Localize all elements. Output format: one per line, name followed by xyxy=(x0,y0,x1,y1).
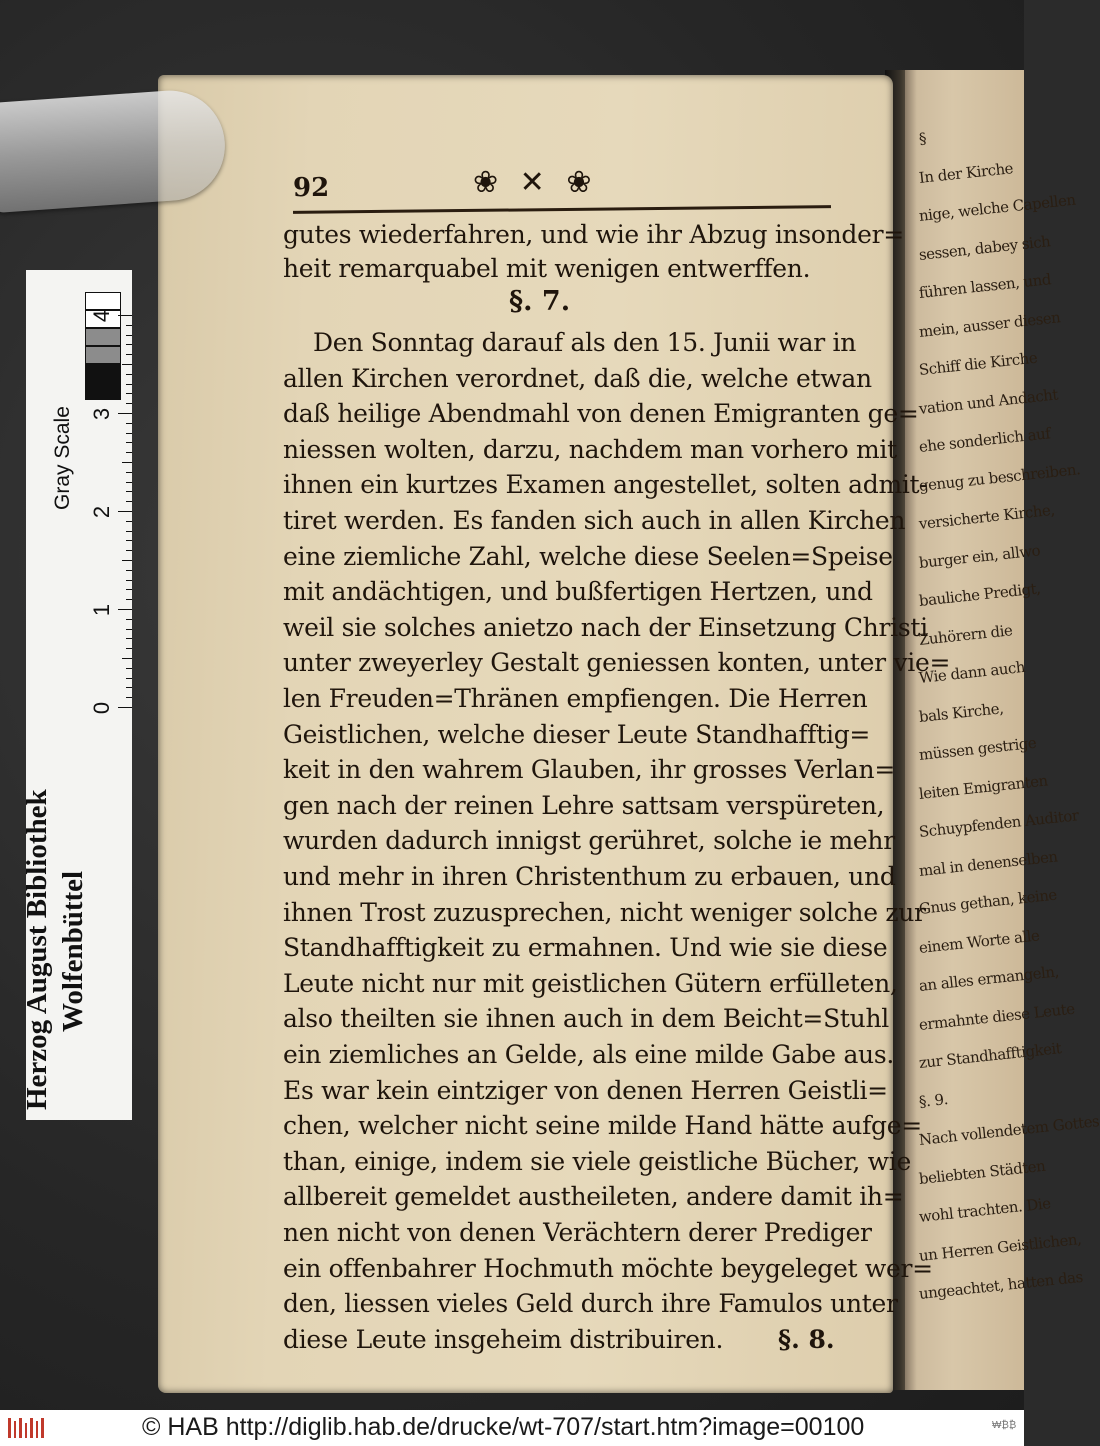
institution-city: Wolfenbüttel xyxy=(57,870,89,1032)
ruler-tick xyxy=(126,442,132,443)
body-line: ein ziemliches an Gelde, als eine milde Gabe aus. xyxy=(283,1040,895,1069)
footer-bar xyxy=(0,1410,1024,1446)
body-line: mit andächtigen, und bußfertigen Hertzen, und xyxy=(283,577,873,607)
next-page-text: Schiff die Kirche xyxy=(918,348,1038,379)
next-page-text: müssen gestrige xyxy=(918,733,1038,764)
ruler-tick xyxy=(126,423,132,424)
next-page-text: einem Worte alle xyxy=(918,925,1041,957)
next-page-text: § xyxy=(918,129,927,148)
body-line: Es war kein eintziger von denen Herren Geistli= xyxy=(283,1075,888,1105)
body-line: niessen wolten, darzu, nachdem man vorhero mit xyxy=(283,434,897,464)
ruler-tick xyxy=(122,560,132,561)
next-page-text: zur Standhafftigkeit xyxy=(918,1039,1063,1072)
next-page-text: leiten Emigranten xyxy=(918,771,1049,803)
ruler-tick xyxy=(118,707,132,708)
body-line: tiret werden. Es fanden sich auch in allen Kirchen xyxy=(283,506,906,535)
intro-line: gutes wiederfahren, und wie ihr Abzug insonder= xyxy=(283,220,904,249)
next-page-text: Schuypfenden Auditor xyxy=(918,806,1080,841)
glass-weight xyxy=(0,87,229,213)
page-number: 92 xyxy=(293,173,330,203)
copyright-link[interactable]: © HAB http://diglib.hab.de/drucke/wt-707/start.htm?image=00100 xyxy=(142,1413,865,1441)
ruler-tick xyxy=(126,335,132,336)
next-page-text: Zuhörern die xyxy=(918,620,1014,649)
ruler-tick xyxy=(126,325,132,326)
footer-mark: ₩₿₿ xyxy=(992,1420,1017,1431)
body-line: also theilten sie ihnen auch in dem Beicht=Stuhl xyxy=(283,1004,889,1034)
ruler-tick xyxy=(126,589,132,590)
ruler-tick xyxy=(126,648,132,649)
ruler-tick xyxy=(126,687,132,688)
ruler-tick xyxy=(118,609,132,610)
body-line: Leute nicht nur mit geistlichen Gütern erfülleten, xyxy=(283,968,898,998)
next-page-text: Nach vollendetem Gottes xyxy=(918,1112,1100,1149)
ruler-tick xyxy=(118,413,132,414)
ruler-tick xyxy=(126,374,132,375)
ruler-tick xyxy=(126,697,132,698)
ruler-number: 0 xyxy=(89,701,115,715)
ruler-tick xyxy=(126,491,132,492)
next-page-text: Wie dann auch xyxy=(918,657,1026,687)
body-line: weil sie solches anietzo nach der Einsetzung Christi xyxy=(283,612,928,642)
ruler-tick xyxy=(126,531,132,532)
body-line: gen nach der reinen Lehre sattsam verspüreten, xyxy=(283,790,885,820)
next-page-text: ehe sonderlich auf xyxy=(918,424,1052,456)
ruler-tick xyxy=(126,433,132,434)
gray-swatch xyxy=(85,328,121,346)
body-line: daß heilige Abendmahl von denen Emigranten ge= xyxy=(283,399,919,429)
ruler-tick xyxy=(122,658,132,659)
ruler-tick xyxy=(122,364,132,365)
ruler-tick xyxy=(126,482,132,483)
body-line: Geistlichen, welche dieser Leute Standhafftig= xyxy=(283,719,871,749)
body-line: nen nicht von denen Verächtern derer Prediger xyxy=(283,1218,872,1247)
next-page-text: an alles ermangeln, xyxy=(918,962,1060,995)
body-line: chen, welcher nicht seine milde Hand hätte aufge= xyxy=(283,1111,922,1141)
body-line: unter zweyerley Gestalt geniessen konten, unter vie= xyxy=(283,648,951,678)
next-page-text: beliebten Städten xyxy=(918,1156,1047,1188)
body-line: ein offenbahrer Hochmuth möchte beygeleget wer= xyxy=(283,1253,933,1283)
ruler-tick xyxy=(126,638,132,639)
body-line: ihnen ein kurtzes Examen angestellet, solten admit- xyxy=(283,470,928,500)
page-header xyxy=(293,165,833,205)
body-line: Standhafftigkeit zu ermahnen. Und wie sie diese xyxy=(283,933,888,963)
next-page-text: mein, ausser diesen xyxy=(918,307,1062,341)
ruler-number: 1 xyxy=(89,603,115,617)
gray-swatch xyxy=(85,292,121,310)
ruler-tick xyxy=(118,315,132,316)
ruler-tick xyxy=(126,580,132,581)
catchword: §. 8. xyxy=(778,1324,835,1354)
next-page-text: sessen, dabey sich xyxy=(918,231,1052,264)
ruler-tick xyxy=(122,462,132,463)
body-line: allen Kirchen verordnet, daß die, welche etwan xyxy=(283,363,872,393)
next-page-text: Gnus gethan, keine xyxy=(918,885,1058,918)
next-page-text: versicherte Kirche, xyxy=(918,500,1056,533)
gray-swatch xyxy=(85,364,121,382)
institution-name: Herzog August Bibliothek xyxy=(21,789,53,1110)
next-page-fragment xyxy=(905,70,1100,1390)
body-line: len Freuden=Thränen empfiengen. Die Herren xyxy=(283,684,868,713)
gray-swatch xyxy=(85,382,121,400)
next-page-text: ungeachtet, hatten das xyxy=(918,1267,1084,1303)
ruler-tick xyxy=(126,501,132,502)
next-page-text: ermahnte diese Leute xyxy=(918,999,1076,1034)
ruler-tick xyxy=(126,521,132,522)
ruler-tick xyxy=(126,619,132,620)
ornament: ❀ ✕ ❀ xyxy=(473,165,598,200)
body-line: Den Sonntag darauf als den 15. Junii war in xyxy=(313,328,857,357)
body-line: diese Leute insgeheim distribuiren. xyxy=(283,1324,724,1354)
gray-swatch xyxy=(85,346,121,364)
body-line: allbereit gemeldet austheileten, andere damit ih= xyxy=(283,1182,904,1212)
body-line: eine ziemliche Zahl, welche diese Seelen=Speise xyxy=(283,541,893,571)
hab-logo-icon xyxy=(8,1416,48,1440)
ruler-tick xyxy=(126,668,132,669)
ruler-tick xyxy=(126,344,132,345)
ruler-tick xyxy=(126,393,132,394)
next-page-text: wohl trachten. Die xyxy=(918,1194,1052,1226)
ruler-tick xyxy=(126,629,132,630)
ruler-tick xyxy=(126,354,132,355)
ruler-number: 3 xyxy=(89,407,115,421)
next-page-text: mal in denenselben xyxy=(918,847,1059,880)
next-page-text: burger ein, allwo xyxy=(918,540,1041,572)
ruler-tick xyxy=(126,570,132,571)
next-page-text: genug zu beschreiben. xyxy=(918,459,1082,495)
next-page-text: bals Kirche, xyxy=(918,698,1005,726)
ruler-tick xyxy=(126,452,132,453)
ruler-tick xyxy=(126,540,132,541)
body-line: ihnen Trost zuzusprechen, nicht weniger solche zur xyxy=(283,897,926,927)
next-page-text: führen lassen, und xyxy=(918,270,1052,302)
next-page-text: nige, welche Capellen xyxy=(918,190,1077,225)
ruler-tick xyxy=(118,511,132,512)
next-page-text: §. 9. xyxy=(918,1089,949,1111)
body-line: than, einige, indem sie viele geistliche Bücher, wie xyxy=(283,1146,911,1176)
ruler-number: 4 xyxy=(89,309,115,323)
ruler-tick xyxy=(126,472,132,473)
body-line: den, liessen vieles Geld durch ihre Famulos unter xyxy=(283,1289,898,1319)
next-page-text: un Herren Geistlichen, xyxy=(918,1229,1083,1265)
gray-scale-label: Gray Scale xyxy=(51,406,74,510)
body-line: keit in den wahrem Glauben, ihr grosses Verlan= xyxy=(283,755,895,785)
ruler-tick xyxy=(126,599,132,600)
next-page-text: bauliche Predigt, xyxy=(918,579,1042,610)
ruler-tick xyxy=(126,384,132,385)
body-line: wurden dadurch innigst gerühret, solche ie mehr xyxy=(283,826,895,856)
section-heading: §. 7. xyxy=(509,286,571,317)
body-line: und mehr in ihren Christenthum zu erbauen, und xyxy=(283,862,896,891)
ruler-number: 2 xyxy=(89,505,115,519)
next-page-text: In der Kirche xyxy=(918,158,1014,187)
next-page-text: vation und Andacht xyxy=(918,384,1059,418)
ruler-tick xyxy=(126,678,132,679)
intro-line: heit remarquabel mit wenigen entwerffen. xyxy=(283,254,811,283)
ruler-tick xyxy=(126,403,132,404)
ruler-tick xyxy=(126,550,132,551)
